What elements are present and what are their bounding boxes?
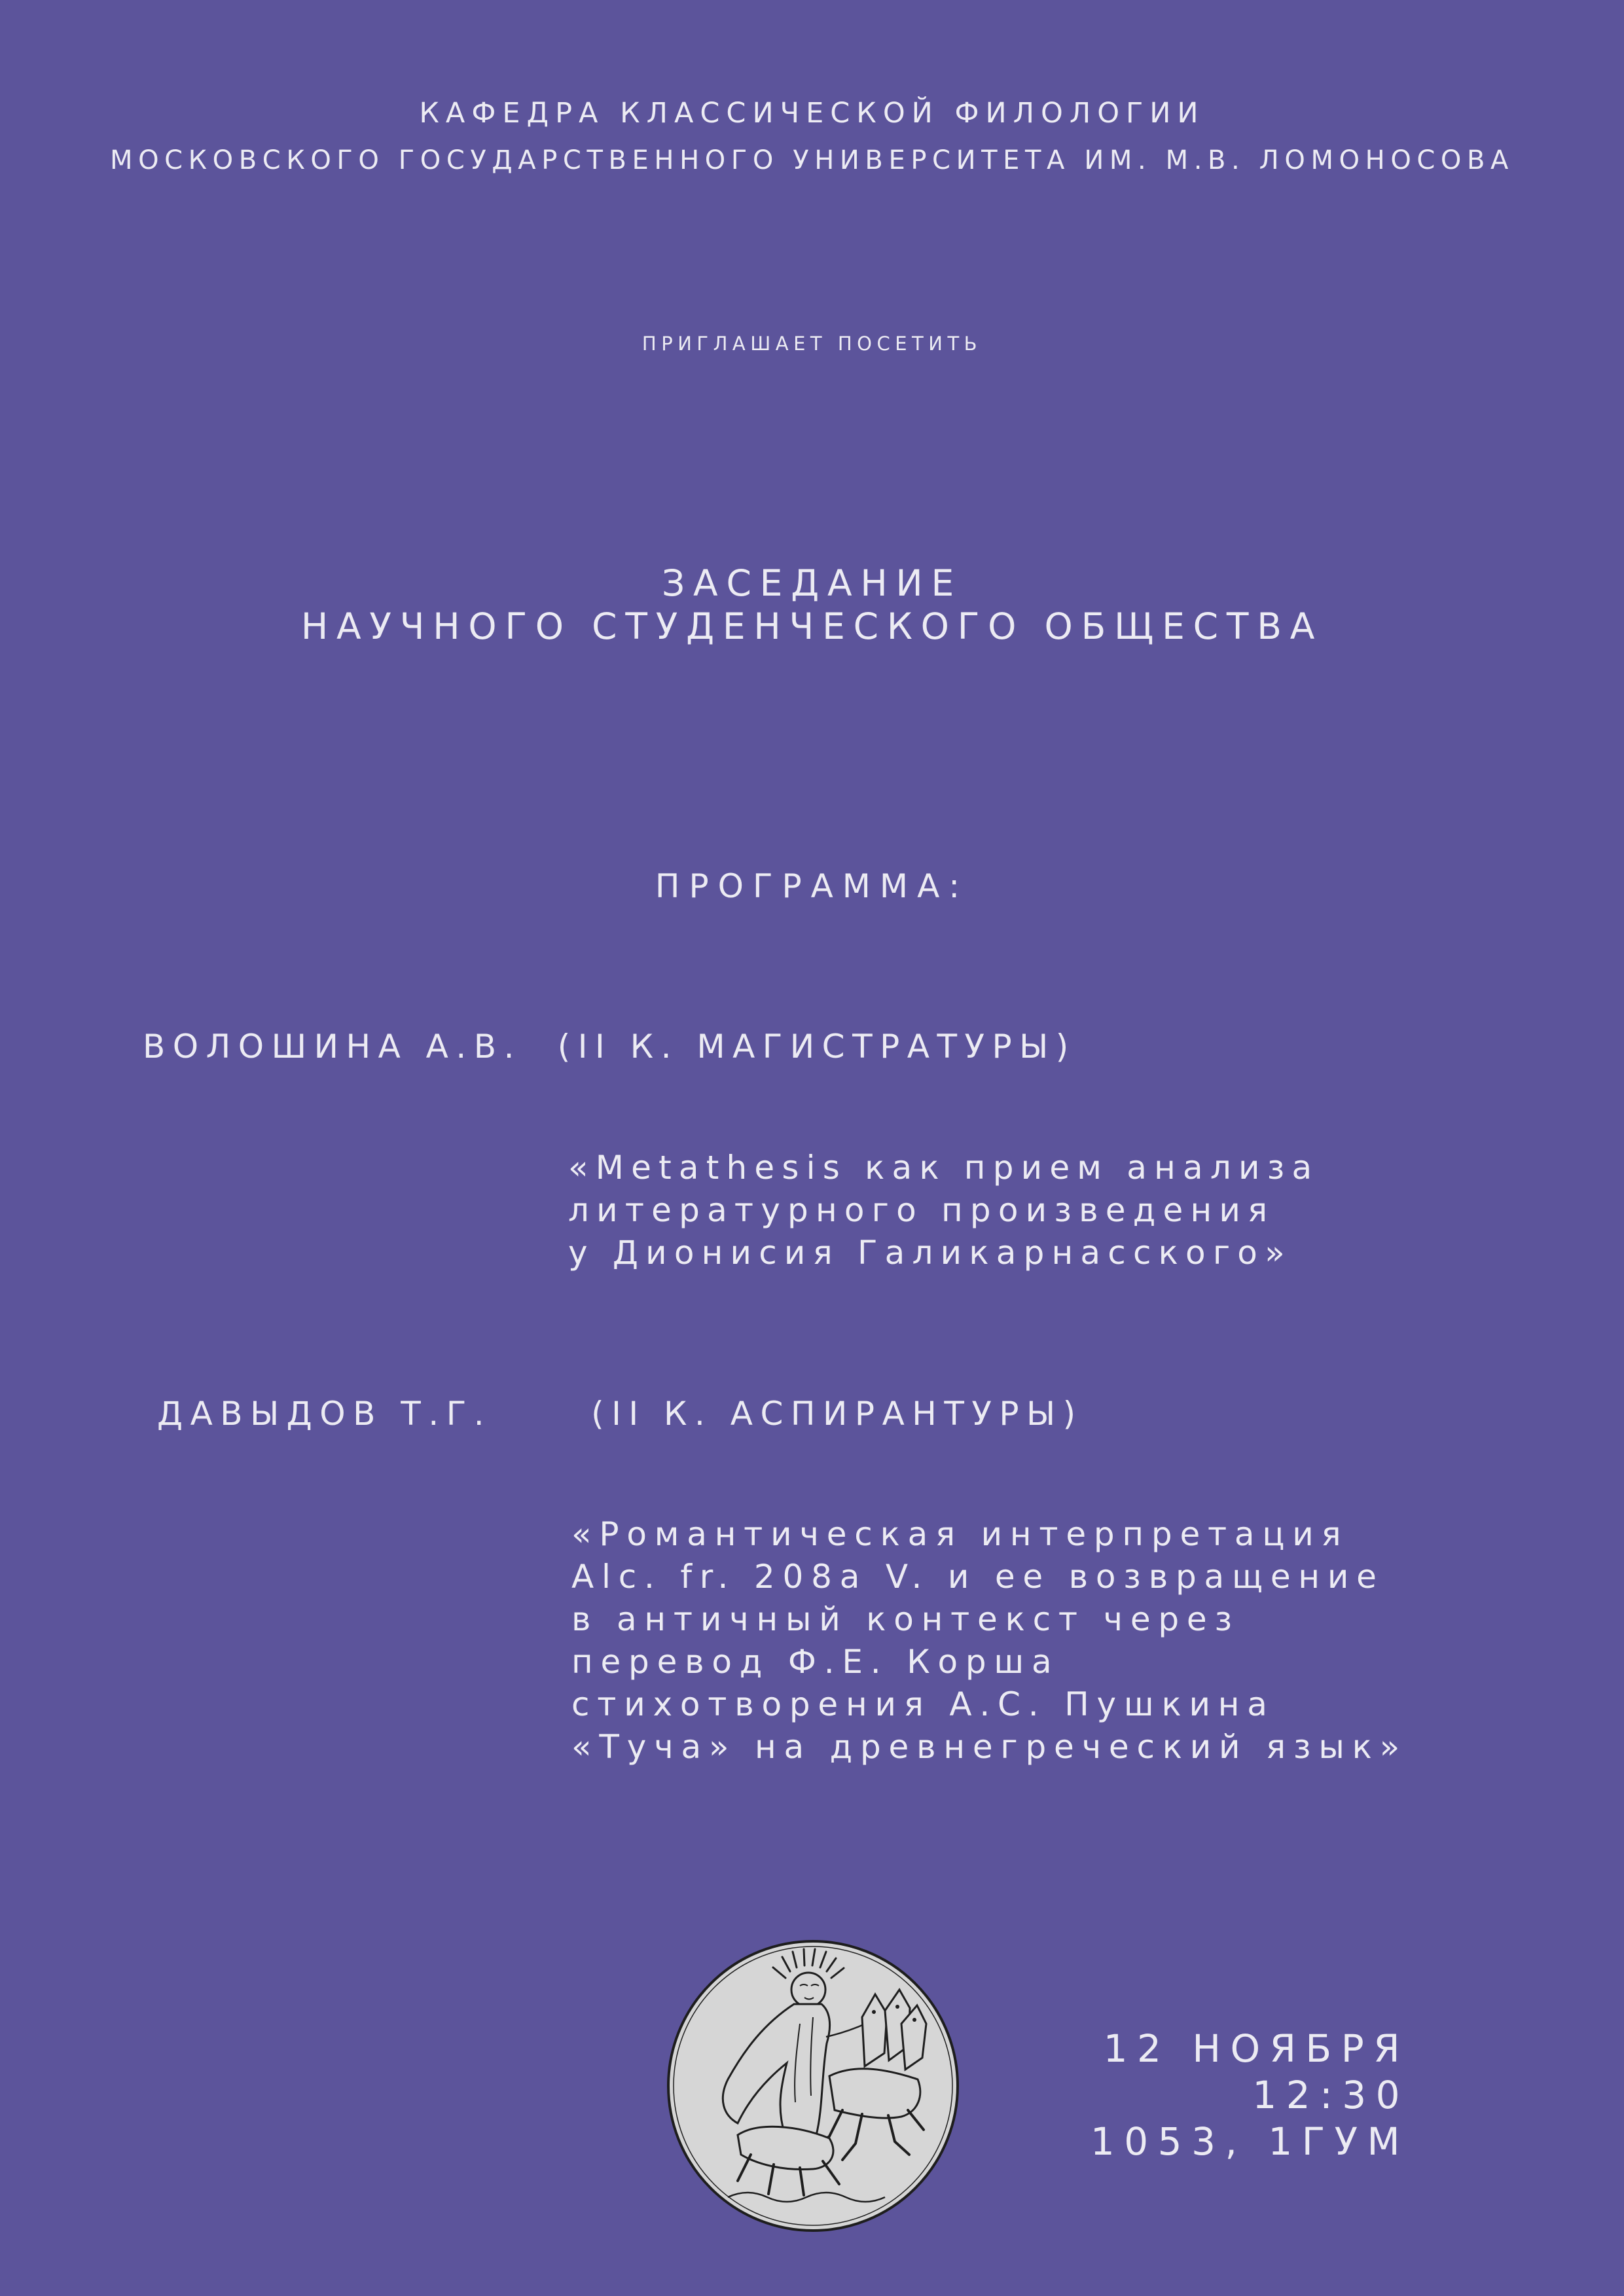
speaker-2-name: ДАВЫДОВ Т.Г.	[157, 1395, 492, 1433]
event-date: 12 НОЯБРЯ	[1103, 2026, 1409, 2071]
invite-text: ПРИГЛАШАЕТ ПОСЕТИТЬ	[641, 332, 983, 355]
talk-2-title	[571, 1513, 1407, 1768]
talk-1-title-line: у Дионисия Галикарнасского»	[568, 1234, 1292, 1272]
event-time: 12:30	[1252, 2073, 1409, 2117]
talk-1-title-line: литературного произведения	[568, 1191, 1275, 1229]
talk-2-title-line: «Туча» на древнегреческий язык»	[571, 1728, 1407, 1766]
talk-1-title-line: «Metathesis как прием анализа	[568, 1149, 1320, 1187]
speaker-1-name: ВОЛОШИНА А.В.	[143, 1028, 522, 1066]
talk-1-title	[568, 1147, 1319, 1274]
university-name: МОСКОВСКОГО ГОСУДАРСТВЕННОГО УНИВЕРСИТЕТА ИМ. М.В. ЛОМОНОСОВА	[109, 145, 1515, 175]
speaker-2-status: (II К. АСПИРАНТУРЫ)	[591, 1395, 1083, 1433]
event-place: 1053, 1ГУМ	[1090, 2119, 1409, 2164]
speaker-2	[157, 1395, 1083, 1433]
helios-chariot-seal-icon	[666, 1939, 960, 2233]
talk-2-title-line: стихотворения А.С. Пушкина	[571, 1685, 1275, 1723]
program-heading: ПРОГРАММА:	[655, 867, 969, 905]
event-details	[1091, 2026, 1409, 2165]
talk-2-title-line: перевод Ф.Е. Корша	[571, 1643, 1060, 1681]
speaker-1-status: (II К. МАГИСТРАТУРЫ)	[557, 1028, 1076, 1066]
speaker-1	[143, 1028, 1076, 1066]
event-title	[0, 562, 1624, 648]
talk-2-title-line: Alc. fr. 208a V. и ее возвращение	[571, 1558, 1384, 1596]
event-title-line2: НАУЧНОГО СТУДЕНЧЕСКОГО ОБЩЕСТВА	[300, 605, 1324, 647]
talk-2-title-line: в античный контекст через	[571, 1600, 1240, 1638]
talk-2-title-line: «Романтическая интерпретация	[571, 1515, 1349, 1553]
event-title-line1: ЗАСЕДАНИЕ	[661, 562, 963, 604]
department-name: КАФЕДРА КЛАССИЧЕСКОЙ ФИЛОЛОГИИ	[419, 97, 1205, 130]
